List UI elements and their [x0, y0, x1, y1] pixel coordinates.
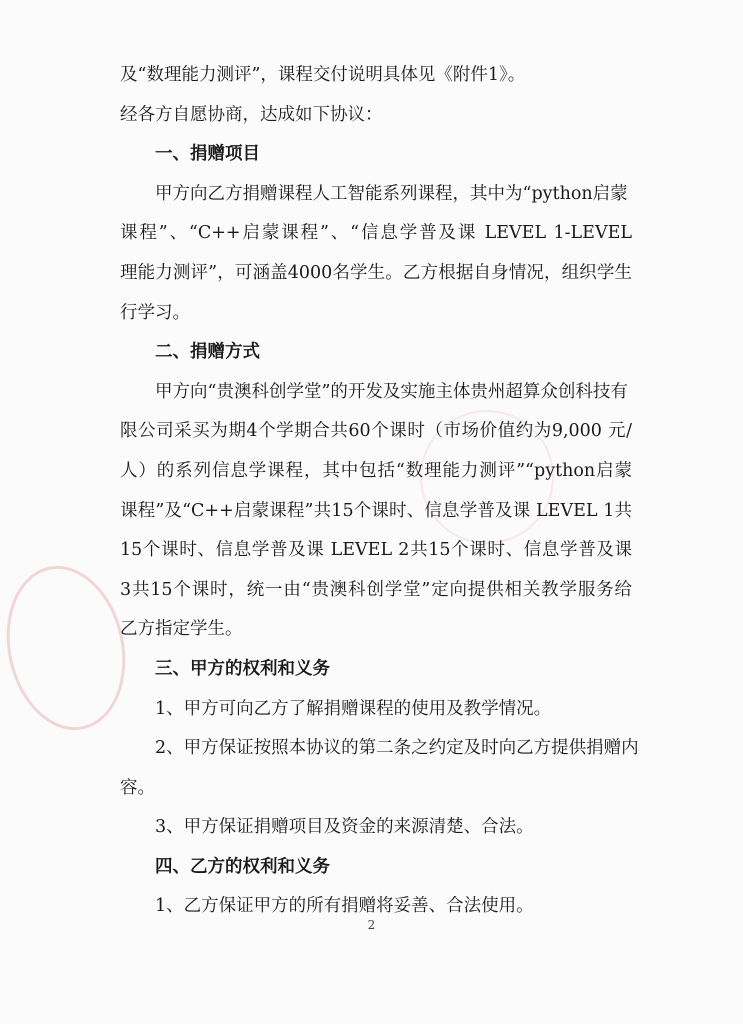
clause-item: 2、甲方保证按照本协议的第二条之约定及时向乙方提供捐赠内 — [155, 738, 639, 759]
text-line: 3共15个课时，统一由“贵澳科创学堂”定向提供相关教学服务给 — [120, 579, 632, 600]
text-line: 行学习。 — [120, 302, 190, 323]
text-line: 及“数理能力测评”，课程交付说明具体见《附件1》。 — [120, 65, 526, 85]
clause-item: 1、乙方保证甲方的所有捐赠将妥善、合法使用。 — [155, 896, 534, 917]
text-line: 甲方向“贵澳科创学堂”的开发及实施主体贵州超算众创科技有 — [155, 381, 628, 402]
text-line: 课程”、“C++启蒙课程”、“信息学普及课 LEVEL 1-LEVEL — [120, 223, 632, 244]
text-line: 容。 — [120, 777, 155, 798]
section-heading-4: 四、乙方的权利和义务 — [155, 856, 330, 877]
document-body — [120, 56, 639, 927]
text-line: 人）的系列信息学课程，其中包括“数理能力测评”“python启蒙 — [120, 460, 632, 481]
text-line: 乙方指定学生。 — [120, 619, 243, 640]
text-line: 经各方自愿协商，达成如下协议： — [120, 104, 383, 125]
page-number: 2 — [367, 918, 376, 932]
text-line: 理能力测评”，可涵盖4000名学生。乙方根据自身情况，组织学生 — [120, 262, 632, 283]
clause-item: 3、甲方保证捐赠项目及资金的来源清楚、合法。 — [155, 817, 534, 838]
red-seal-stamp — [0, 555, 140, 741]
text-line: 甲方向乙方捐赠课程人工智能系列课程，其中为“python启蒙 — [155, 183, 628, 204]
clause-item: 1、甲方可向乙方了解捐赠课程的使用及教学情况。 — [155, 698, 552, 719]
section-heading-1: 一、捐赠项目 — [155, 144, 260, 165]
section-heading-2: 二、捐赠方式 — [155, 342, 260, 363]
text-line: 课程”及“C++启蒙课程”共15个课时、信息学普及课 LEVEL 1共 — [120, 500, 632, 521]
section-heading-3: 三、甲方的权利和义务 — [155, 658, 330, 679]
text-line: 15个课时、信息学普及课 LEVEL 2共15个课时、信息学普及课 — [120, 540, 632, 561]
text-line: 限公司采买为期4个学期合共60个课时（市场价值约为9,000 元/ — [120, 421, 632, 442]
